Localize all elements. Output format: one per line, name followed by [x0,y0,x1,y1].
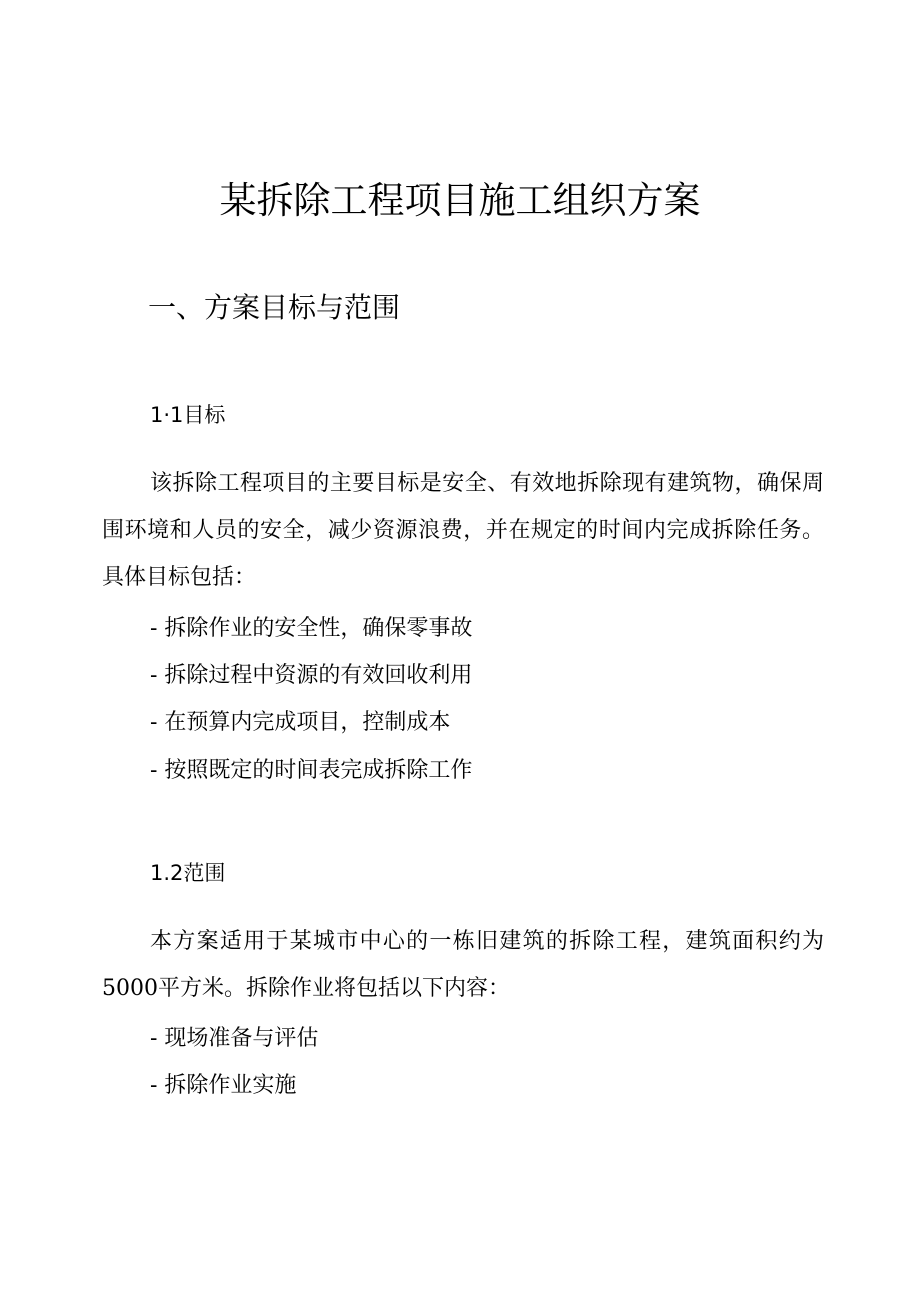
section-heading-1: 一、方案目标与范围 [148,291,401,324]
list-item: - 现场准备与评估 [150,1026,319,1051]
document-title: 某拆除工程项目施工组织方案 [219,179,701,222]
list-item: - 拆除作业实施 [150,1073,297,1098]
paragraph-goals: 该拆除工程项目的主要目标是安全、有效地拆除现有建筑物，确保周围环境和人员的安全，减少资源浪费，并在规定的时间内完成拆除任务。具体目标包括： [102,471,824,590]
list-item: - 拆除过程中资源的有效回收利用 [150,663,473,688]
list-item: - 拆除作业的安全性，确保零事故 [150,616,473,641]
list-item: - 在预算内完成项目，控制成本 [150,710,451,735]
paragraph-scope: 本方案适用于某城市中心的一栋旧建筑的拆除工程，建筑面积约为5000平方米。拆除作业将包括以下内容： [102,929,824,1001]
list-item: - 按照既定的时间表完成拆除工作 [150,758,473,783]
subsection-heading-1-2: 1.2范围 [150,861,226,885]
subsection-heading-1-1: 1·1目标 [150,403,226,427]
